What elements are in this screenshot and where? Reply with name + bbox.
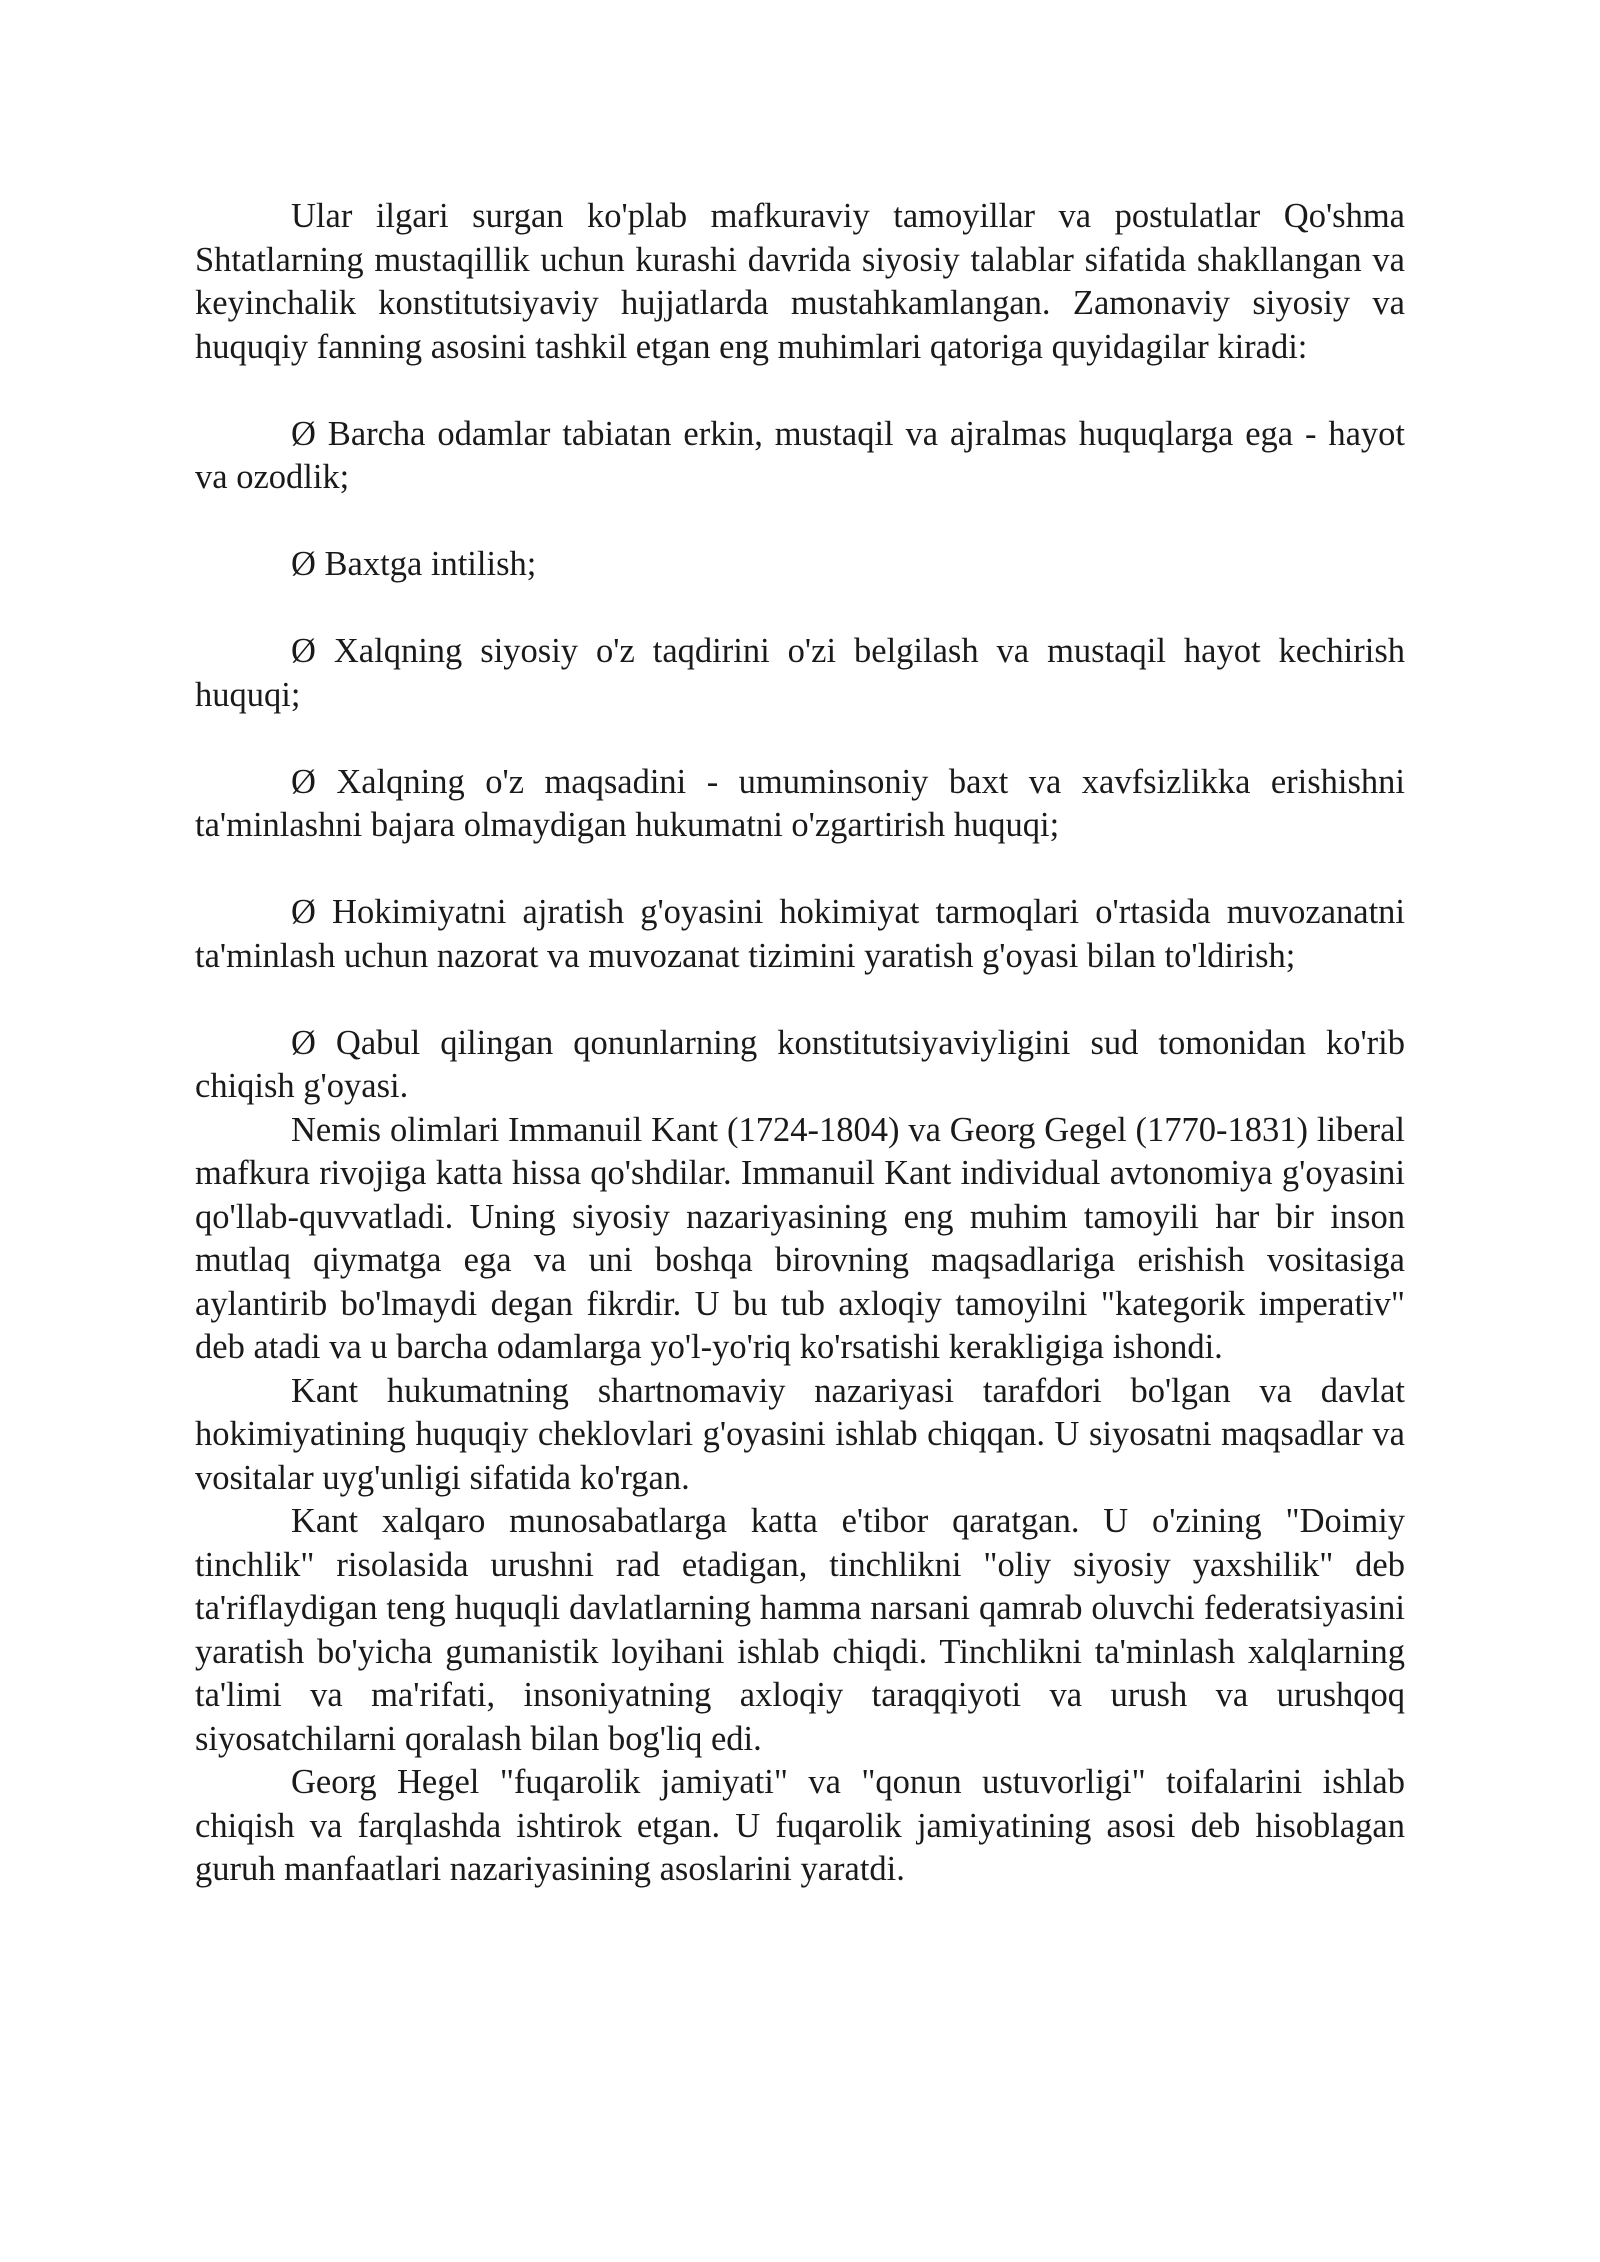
paragraph-hegel-civil-society: Georg Hegel "fuqarolik jamiyati" va "qonun ustuvorligi" toifalarini ishlab chiqish va farqlashda ishtirok etgan. U fuqarolik jamiyatining asosi deb hisoblagan guruh manfaatlari nazariyasining asoslarini yaratdi.	[195, 1763, 1405, 1888]
paragraph-kant-hegel: Nemis olimlari Immanuil Kant (1724-1804) va Georg Gegel (1770-1831) liberal mafkura rivojiga katta hissa qo'shdilar. Immanuil Kant individual avtonomiya g'oyasini qo'llab-quvvatladi. Uning siyosiy nazariyasining eng muhim tamoyili har bir inson mutlaq qiymatga ega va uni boshqa birovning maqsadlariga erishish vositasiga aylantirib bo'lmaydi degan fikrdir. U bu tub axloqiy tamoyilni "kategorik imperativ" deb atadi va u barcha odamlarga yo'l-yo'riq ko'rsatishi kerakligiga ishondi.	[195, 1110, 1405, 1366]
intro-paragraph: Ular ilgari surgan ko'plab mafkuraviy tamoyillar va postulatlar Qo'shma Shtatlarning mustaqillik uchun kurashi davrida siyosiy talablar sifatida shakllangan va keyinchalik konstitutsiyaviy hujjatlarda mustahkamlangan. Zamonaviy siyosiy va huquqiy fanning asosini tashkil etgan eng muhimlari qatoriga quyidagilar kiradi:	[195, 197, 1405, 366]
bullet-item-separation-of-powers: Ø Hokimiyatni ajratish g'oyasini hokimiyat tarmoqlari o'rtasida muvozanatni ta'minlash uchun nazorat va muvozanat tizimini yaratish g'oyasi bilan to'ldirish;	[195, 893, 1405, 975]
document-page	[195, 195, 1405, 1892]
paragraph-kant-international: Kant xalqaro munosabatlarga katta e'tibor qaratgan. U o'zining "Doimiy tinchlik" risolasida urushni rad etadigan, tinchlikni "oliy siyosiy yaxshilik" deb ta'riflaydigan teng huquqli davlatlarning hamma narsani qamrab oluvchi federatsiyasini yaratish bo'yicha gumanistik loyihani ishlab chiqdi. Tinchlikni ta'minlash xalqlarning ta'limi va ma'rifati, insoniyatning axloqiy taraqqiyoti va urush va urushqoq siyosatchilarni qoralash bilan bog'liq edi.	[195, 1502, 1405, 1758]
paragraph-kant-government: Kant hukumatning shartnomaviy nazariyasi tarafdori bo'lgan va davlat hokimiyatining huquqiy cheklovlari g'oyasini ishlab chiqqan. U siyosatni maqsadlar va vositalar uyg'unligi sifatida ko'rgan.	[195, 1371, 1405, 1497]
bullet-item-change-government: Ø Xalqning o'z maqsadini - umuminsoniy baxt va xavfsizlikka erishishni ta'minlashni bajara olmaydigan hukumatni o'zgartirish huquqi;	[195, 762, 1405, 844]
bullet-item-judicial-review: Ø Qabul qilingan qonunlarning konstitutsiyaviyligini sud tomonidan ko'rib chiqish g'oyasi.	[195, 1023, 1405, 1105]
bullet-item-happiness: Ø Baxtga intilish;	[291, 545, 537, 583]
bullet-item-self-determination: Ø Xalqning siyosiy o'z taqdirini o'zi belgilash va mustaqil hayot kechirish huquqi;	[195, 632, 1405, 714]
bullet-item-freedom: Ø Barcha odamlar tabiatan erkin, mustaqil va ajralmas huquqlarga ega - hayot va ozodlik;	[195, 414, 1405, 496]
